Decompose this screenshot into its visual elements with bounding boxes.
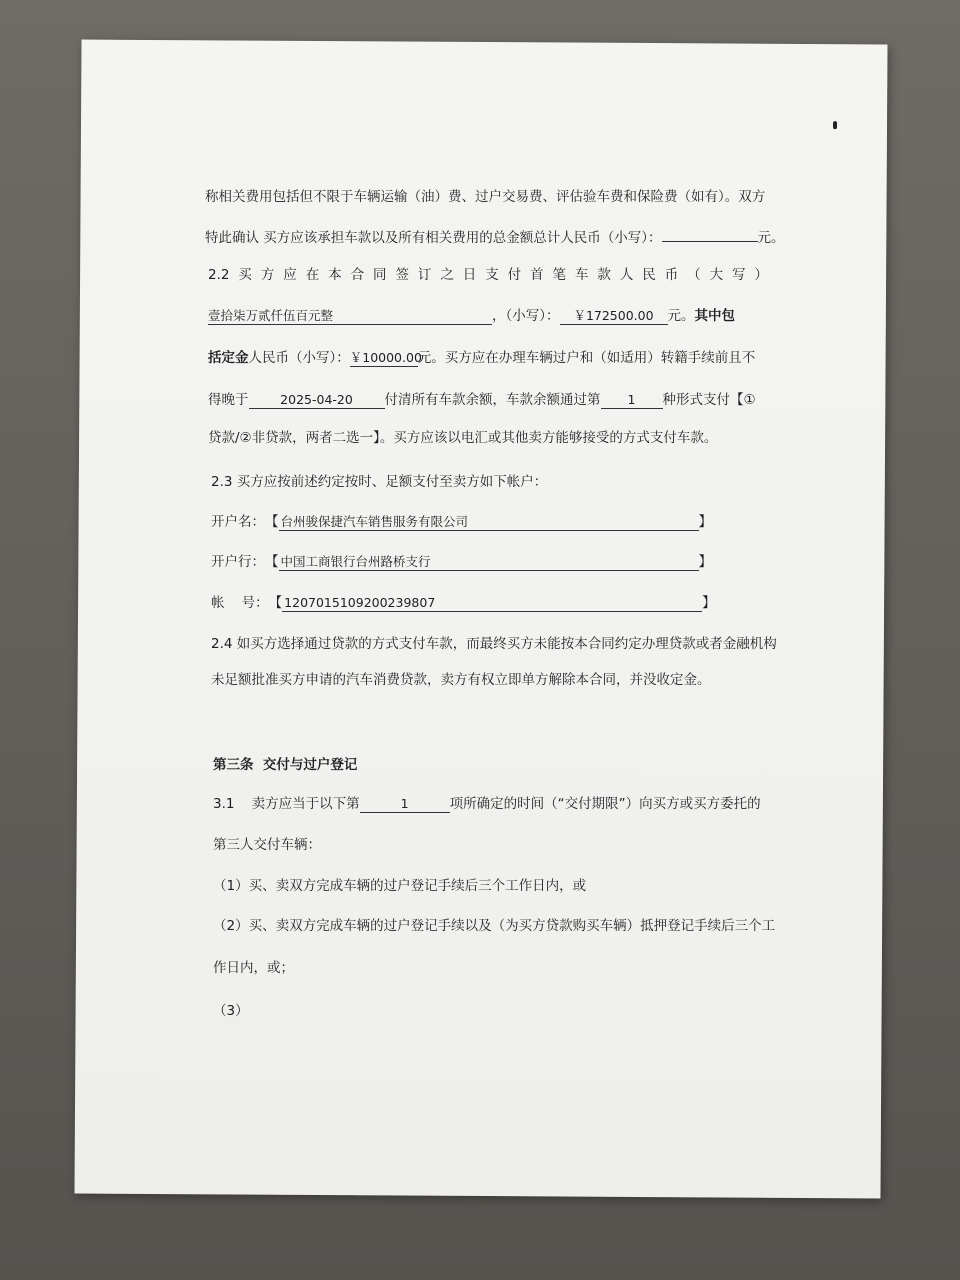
section-2-2-char: 之: [440, 267, 454, 283]
payment-method-number: 1: [601, 391, 663, 409]
article-3-title: 第三条 交付与过户登记: [213, 757, 358, 773]
section-2-2-line3: 括定金人民币（小写）：￥10000.00元。买方应在办理车辆过户和（如适用）转籍手续前且不: [208, 350, 756, 366]
section-2-2-char: （: [687, 267, 701, 283]
section-2-2-char: 写: [732, 267, 746, 283]
section-2-2-char: 本: [328, 267, 342, 283]
section-2-2-char: 签: [395, 267, 409, 283]
delivery-item-number: 1: [360, 795, 450, 813]
section-2-2-char: 付: [507, 267, 522, 283]
section-2-2-char: 大: [709, 267, 724, 283]
section-2-2-char: 合: [350, 267, 365, 283]
section-3-1-line2: 第三人交付车辆：: [213, 837, 321, 853]
ink-mark: [833, 121, 837, 129]
section-2-2-line5: 贷款/②非贷款，两者二选一】。买方应该以电汇或其他卖方能够接受的方式支付车款。: [208, 430, 718, 446]
para1-line1: 称相关费用包括但不限于车辆运输（油）费、过户交易费、评估验车费和保险费（如有）。双方: [205, 189, 766, 205]
section-2-2-char: 支: [485, 267, 499, 283]
payment-deadline: 2025-04-20: [249, 391, 385, 409]
para1-line2: 特此确认 买方应该承担车款以及所有相关费用的总金额总计人民币（小写）： 元。: [205, 230, 785, 246]
delivery-option-2-line1: （2）买、卖双方完成车辆的过户登记手续以及（为买方贷款购买车辆）抵押登记手续后三个工: [213, 918, 776, 934]
section-2-2-char: 应: [283, 267, 297, 283]
section-2-2-char: 人: [619, 267, 634, 283]
section-2-2-char: 在: [305, 267, 320, 283]
bank-row: 开户行： 【 中国工商银行台州路桥支行 】: [211, 554, 712, 570]
account-name-row: 开户名： 【 台州骏保捷汽车销售服务有限公司 】: [211, 514, 712, 530]
section-2-2-line4: 得晚于 2025-04-20 付清所有车款余额，车款余额通过第 1 种形式支付【①: [208, 392, 756, 408]
delivery-option-3: （3）: [213, 1003, 249, 1019]
section-2-2-char: 同: [373, 267, 387, 283]
account-number-value: 1207015109200239807: [282, 594, 702, 612]
section-2-2-char: 2.2: [208, 267, 230, 283]
deposit-amount: ￥10000.00: [349, 350, 422, 365]
section-2-2-char: 币: [664, 267, 679, 283]
account-number-row: 帐 号： 【 1207015109200239807 】: [211, 595, 716, 611]
section-2-2-char: 笔: [552, 267, 567, 283]
section-2-4-line1: 2.4 如买方选择通过贷款的方式支付车款，而最终买方未能按本合同约定办理贷款或者金融机构: [211, 636, 777, 652]
account-name-value: 台州骏保捷汽车销售服务有限公司: [279, 513, 699, 531]
section-2-2-char: 买: [238, 267, 252, 283]
section-2-2-line2: 壹拾柒万贰仟伍百元整 ，（小写）： ￥172500.00 元。其中包: [208, 308, 735, 324]
total-amount-blank: [662, 241, 758, 242]
section-2-4-line2: 未足额批准买方申请的汽车消费贷款，卖方有权立即单方解除本合同，并没收定金。: [211, 672, 711, 688]
document-page: [74, 40, 887, 1199]
amount-upper: 壹拾柒万贰仟伍百元整: [208, 307, 492, 325]
bank-value: 中国工商银行台州路桥支行: [279, 553, 699, 571]
delivery-option-2-line2: 作日内，或；: [213, 960, 294, 976]
section-2-2-char: 款: [597, 267, 611, 283]
section-2-2-char: 订: [417, 267, 432, 283]
section-2-2-char: ）: [754, 267, 768, 283]
section-2-2-char: 方: [260, 267, 275, 283]
section-2-2-char: 车: [574, 267, 589, 283]
section-2-2-char: 首: [530, 267, 544, 283]
section-2-2-line1: [208, 265, 768, 285]
section-2-2-char: 民: [642, 267, 656, 283]
delivery-option-1: （1）买、卖双方完成车辆的过户登记手续后三个工作日内，或: [213, 878, 587, 894]
section-2-2-char: 日: [462, 267, 477, 283]
section-3-1-line1: 3.1 卖方应当于以下第 1 项所确定的时间（“交付期限”）向买方或买方委托的: [213, 796, 761, 812]
amount-lower: ￥172500.00: [560, 307, 668, 325]
section-2-3-intro: 2.3 买方应按前述约定按时、足额支付至卖方如下帐户：: [211, 474, 548, 490]
